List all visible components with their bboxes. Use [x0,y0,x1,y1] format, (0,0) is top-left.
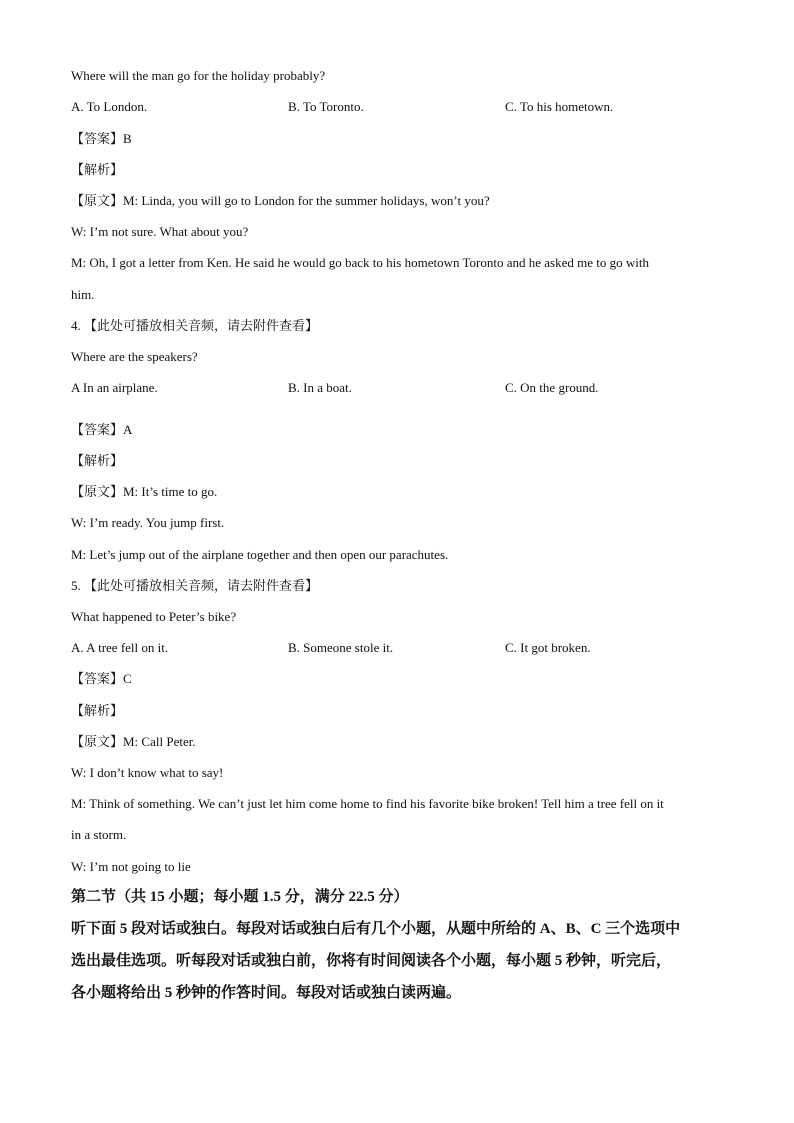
question-4-header: 4. 【此处可播放相关音频，请去附件查看】 [71,318,319,333]
transcript-line: M: Let’s jump out of the airplane together and then open our parachutes. [71,547,449,562]
transcript-line: M: Oh, I got a letter from Ken. He said he would go back to his hometown Toronto and he asked me to go with [71,255,649,270]
transcript-line: 【原文】M: It’s time to go. [71,484,218,499]
analysis-label: 【解析】 [71,162,124,177]
transcript-line: W: I don’t know what to say! [71,765,224,780]
question-4-options [71,379,711,397]
transcript-line: 【原文】M: Linda, you will go to London for the summer holidays, won’t you? [71,193,490,208]
option-b: B. In a boat. [288,380,352,395]
question-5-options [71,639,711,657]
analysis-label: 【解析】 [71,703,124,718]
option-a: A. A tree fell on it. [71,640,169,655]
transcript-line: W: I’m ready. You jump first. [71,515,225,530]
question-3-options [71,98,711,116]
answer-label: 【答案】B [71,131,132,146]
option-b: B. To Toronto. [288,99,364,114]
section-2-instructions: 听下面 5 段对话或独白。每段对话或独白后有几个小题，从题中所给的 A、B、C 三个选项中 [71,921,681,937]
transcript-line: W: I’m not going to lie [71,859,191,874]
transcript-line: him. [71,287,95,302]
answer-label: 【答案】A [71,422,133,437]
option-a: A. To London. [71,99,148,114]
option-c: C. On the ground. [505,380,599,395]
section-2-instructions: 选出最佳选项。听每段对话或独白前，你将有时间阅读各个小题，每小题 5 秒钟，听完后， [71,953,672,969]
transcript-line: in a storm. [71,827,127,842]
question-4-text: Where are the speakers? [71,349,198,364]
option-b: B. Someone stole it. [288,640,394,655]
section-2-title: 第二节（共 15 小题；每小题 1.5 分，满分 22.5 分） [71,889,409,905]
question-3-text: Where will the man go for the holiday probably? [71,68,326,83]
option-c: C. To his hometown. [505,99,614,114]
transcript-line: M: Think of something. We can’t just let him come home to find his favorite bike broken! Tell him a tree fell on it [71,796,664,811]
question-5-header: 5. 【此处可播放相关音频，请去附件查看】 [71,578,319,593]
section-2-instructions: 各小题将给出 5 秒钟的作答时间。每段对话或独白读两遍。 [71,985,462,1001]
answer-label: 【答案】C [71,671,132,686]
option-a: A In an airplane. [71,380,158,395]
transcript-line: W: I’m not sure. What about you? [71,224,249,239]
analysis-label: 【解析】 [71,453,124,468]
option-c: C. It got broken. [505,640,591,655]
question-5-text: What happened to Peter’s bike? [71,609,237,624]
transcript-line: 【原文】M: Call Peter. [71,734,196,749]
